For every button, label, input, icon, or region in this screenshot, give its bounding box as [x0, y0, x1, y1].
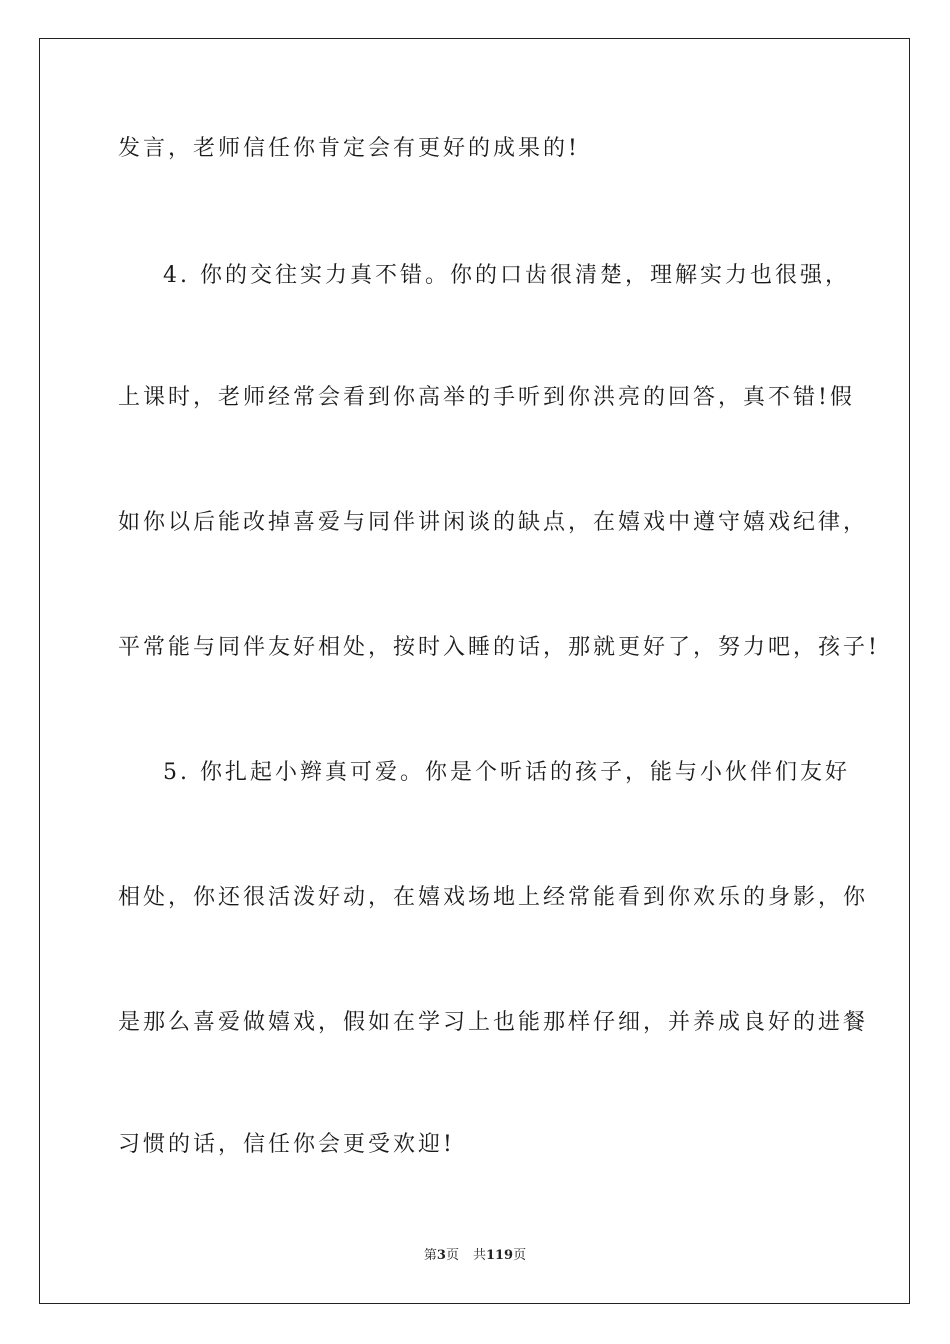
- text-line-4: 如你以后能改掉喜爱与同伴讲闲谈的缺点，在嬉戏中遵守嬉戏纪律，: [118, 510, 869, 535]
- total-suffix: 页: [513, 1248, 527, 1263]
- page-prefix: 第: [423, 1248, 437, 1263]
- text-line-2: 4. 你的交往实力真不错。你的口齿很清楚，理解实力也很强，: [163, 263, 850, 288]
- text-line-3: 上课时，老师经常会看到你高举的手听到你洪亮的回答，真不错!假: [118, 385, 855, 410]
- text-line-8: 是那么喜爱做嬉戏，假如在学习上也能那样仔细，并养成良好的进餐: [118, 1010, 869, 1035]
- text-line-7: 相处，你还很活泼好动，在嬉戏场地上经常能看到你欢乐的身影，你: [118, 885, 869, 910]
- text-line-9: 习惯的话，信任你会更受欢迎!: [118, 1132, 455, 1157]
- total-prefix: 共: [472, 1248, 486, 1263]
- text-line-1: 发言，老师信任你肯定会有更好的成果的!: [118, 136, 580, 161]
- page-number: 3: [436, 1248, 446, 1263]
- page-border: [39, 38, 910, 1304]
- page-footer: [0, 1247, 950, 1265]
- total-pages: 119: [485, 1248, 514, 1263]
- text-line-6: 5. 你扎起小辫真可爱。你是个听话的孩子，能与小伙伴们友好: [163, 760, 850, 785]
- page-suffix: 页: [445, 1248, 459, 1263]
- text-line-5: 平常能与同伴友好相处，按时入睡的话，那就更好了，努力吧，孩子!: [118, 635, 880, 660]
